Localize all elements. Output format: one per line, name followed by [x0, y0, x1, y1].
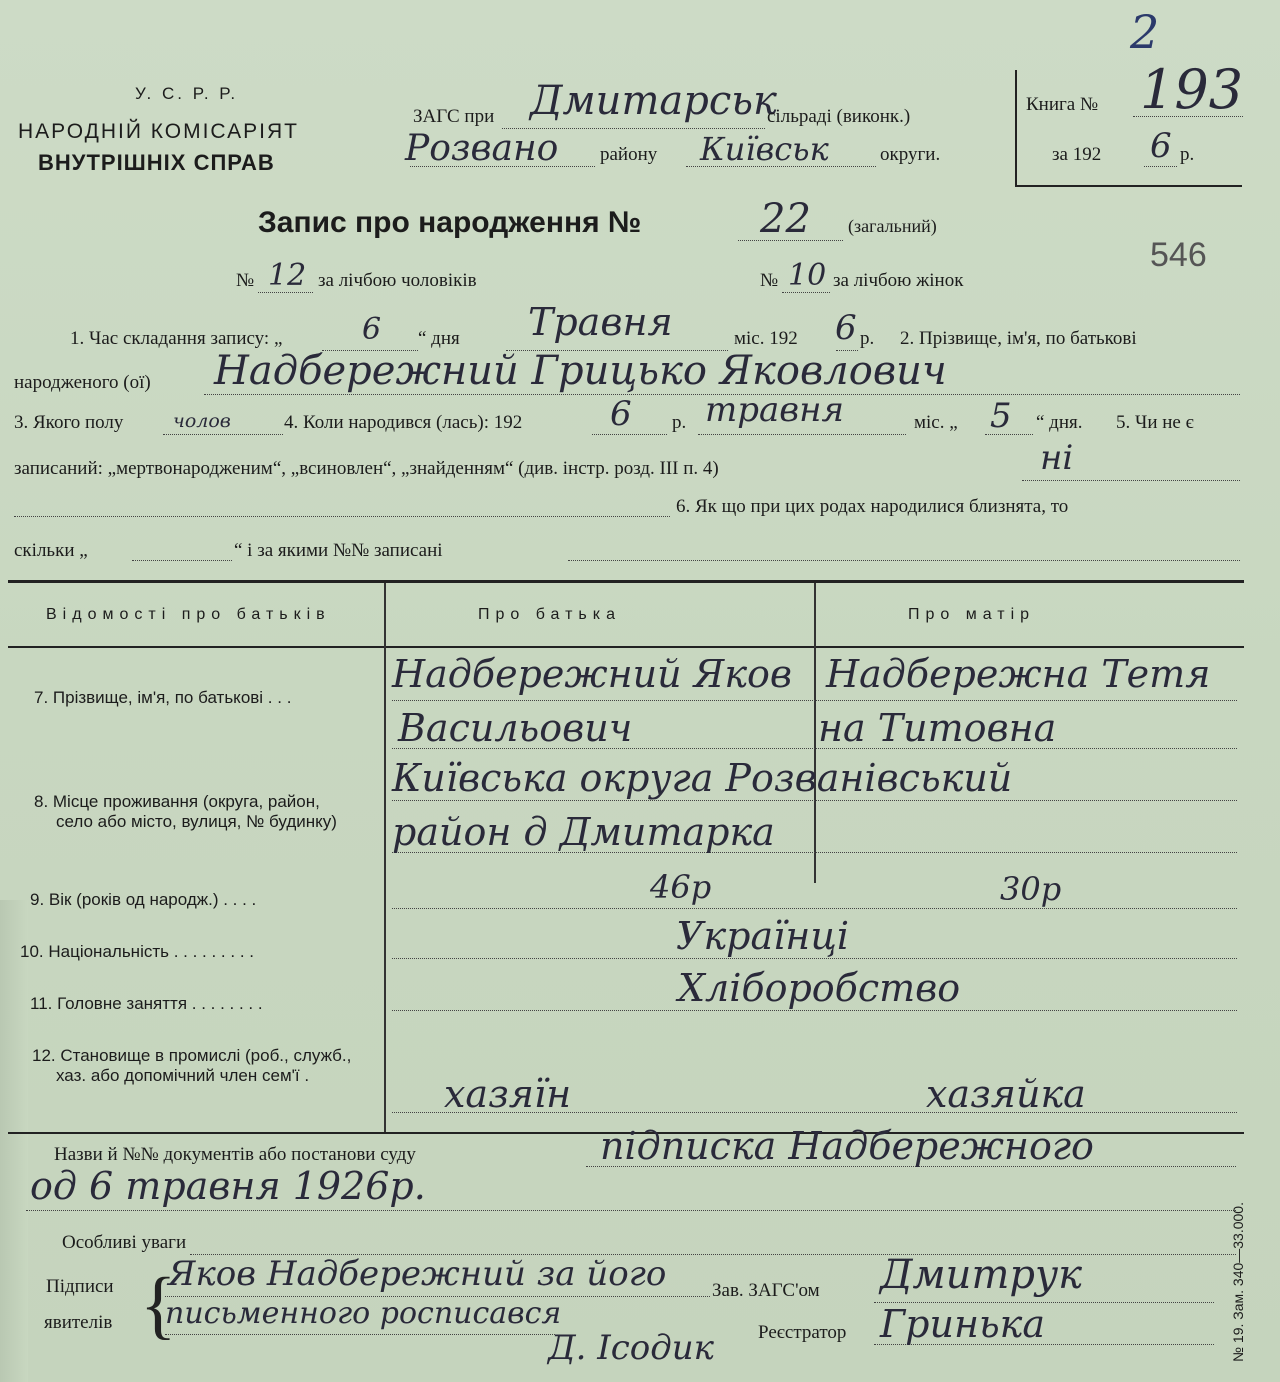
- sign-label-1: Підписи: [46, 1276, 114, 1297]
- zags-council-value: Дмитарськ: [530, 78, 777, 124]
- record-title: Запис про народження №: [258, 206, 642, 239]
- okrug-label: округи.: [880, 144, 941, 165]
- book-label: Книга №: [1026, 94, 1099, 115]
- book-year-suffix: р.: [1180, 144, 1195, 165]
- book-year-prefix: за 192: [1052, 144, 1102, 165]
- field4-month: травня: [705, 390, 844, 430]
- field1-month: Травня: [528, 300, 673, 344]
- row12-father: хазяїн: [444, 1072, 572, 1116]
- row7-father-1: Надбережний Яков: [392, 652, 793, 696]
- field1-year-digit: 6: [835, 308, 857, 348]
- women-prefix: №: [760, 270, 779, 291]
- sign-extra: Д. Ісодик: [548, 1328, 714, 1368]
- record-general-label: (загальний): [848, 216, 937, 236]
- book-year-digit: 6: [1150, 126, 1172, 166]
- commissariat-line1: НАРОДНІЙ КОМІСАРІЯТ: [18, 120, 299, 143]
- row9-father: 46р: [650, 868, 712, 906]
- table-divider-1: [384, 583, 386, 1133]
- row7-father-2: Васильович: [398, 706, 633, 750]
- field4-month-label: міс. „: [914, 412, 958, 433]
- field1-year-label: міс. 192: [734, 328, 798, 349]
- zags-suffix: сільраді (виконк.): [767, 106, 911, 127]
- field4-year-digit: 6: [610, 394, 632, 434]
- field5-label2: записаний: „мертвонародженим“, „всиновлен“, „знайденням“ (див. інстр. розд. III п. 4): [14, 458, 719, 479]
- field1-label: 1. Час складання запису: „: [70, 328, 283, 349]
- row11-label: 11. Головне заняття . . . . . . . .: [30, 994, 263, 1013]
- row9-label: 9. Вік (років од народж.) . . . .: [30, 890, 257, 909]
- docs-value-1: підписка Надбережного: [600, 1124, 1094, 1168]
- row7-mother-1: Надбережна Тетя: [826, 652, 1211, 696]
- row8-label-1: 8. Місце проживання (округа, район,: [34, 792, 320, 811]
- book-number: 193: [1140, 58, 1244, 121]
- field4-label: 4. Коли народився (лась): 192: [284, 412, 523, 433]
- okrug-value: Київськ: [700, 130, 829, 168]
- row8-label-2: село або місто, вулиця, № будинку): [56, 812, 337, 831]
- sign-value-2: письменного росписався: [165, 1296, 562, 1331]
- field3-label: 3. Якого полу: [14, 412, 124, 433]
- field6-label2: скільки „: [14, 540, 88, 561]
- row12-mother: хазяйка: [926, 1072, 1086, 1116]
- field3-value: чолов: [173, 410, 231, 432]
- republic-label: У. С. Р. Р.: [135, 84, 239, 103]
- field5-label: 5. Чи не є: [1116, 412, 1194, 433]
- row10-value: Українці: [676, 914, 849, 958]
- field1-day: 6: [362, 312, 382, 347]
- women-label: за лічбою жінок: [833, 270, 964, 291]
- corner-mark: 2: [1130, 5, 1160, 59]
- record-number: 22: [760, 196, 811, 242]
- sign-label-2: явителів: [44, 1312, 113, 1333]
- field6-label3: “ і за якими №№ записані: [234, 540, 443, 561]
- torn-edge: [0, 900, 28, 1382]
- side-stamp-number: 546: [1150, 236, 1207, 274]
- men-label: за лічбою чоловіків: [318, 270, 477, 291]
- sign-value-1: Яков Надбережний за його: [168, 1254, 667, 1294]
- row7-label: 7. Прізвище, ім'я, по батькові . . .: [34, 688, 292, 707]
- row10-label: 10. Національність . . . . . . . . .: [20, 942, 254, 961]
- head-value: Дмитрук: [880, 1252, 1083, 1298]
- men-prefix: №: [236, 270, 255, 291]
- head-label: Зав. ЗАГС'ом: [712, 1280, 820, 1301]
- district-label: району: [600, 144, 658, 165]
- table-header-parents: Відомості про батьків: [46, 606, 331, 623]
- field6-label: 6. Як що при цих родах народилися близнята, то: [676, 496, 1069, 517]
- field2-label: 2. Прізвище, ім'я, по батькові: [900, 328, 1137, 349]
- row11-value: Хліборобство: [678, 966, 961, 1010]
- registrar-label: Реєстратор: [758, 1322, 847, 1343]
- field4-day: 5: [990, 396, 1012, 436]
- row8-value-1: Київська округа Розванівський: [392, 756, 1013, 800]
- field4-year-suffix: р.: [672, 412, 687, 433]
- commissariat-line2: ВНУТРІШНІХ СПРАВ: [38, 150, 275, 175]
- row8-value-2: район д Дмитарка: [392, 810, 775, 854]
- row12-label-1: 12. Становище в промислі (роб., служб.,: [32, 1046, 352, 1065]
- sign-brace: {: [140, 1263, 177, 1347]
- row9-mother: 30р: [1000, 870, 1062, 908]
- table-header-father: Про батька: [478, 606, 621, 623]
- men-number: 12: [268, 258, 307, 293]
- field5-value: ні: [1040, 438, 1074, 478]
- row12-label-2: хаз. або допомічний член сем'ї .: [56, 1066, 310, 1085]
- field2-label2: народженого (ої): [14, 372, 151, 393]
- zags-prefix: ЗАГС при: [413, 106, 495, 127]
- docs-value-2: од 6 травня 1926р.: [30, 1164, 426, 1208]
- side-print-mark: № 19. Зам. 340—33.000.: [1230, 1202, 1246, 1362]
- table-divider-2: [814, 583, 816, 883]
- notes-label: Особливі уваги: [62, 1232, 187, 1253]
- row7-mother-2: на Титовна: [818, 706, 1057, 750]
- field4-day-suffix: “ дня.: [1036, 412, 1083, 433]
- table-header-mother: Про матір: [908, 606, 1036, 623]
- field1-day-suffix: “ дня: [418, 328, 460, 349]
- docs-label: Назви й №№ документів або постанови суду: [54, 1144, 416, 1165]
- field1-year-suffix: р.: [860, 328, 875, 349]
- women-number: 10: [788, 258, 827, 293]
- registrar-value: Гринька: [880, 1302, 1046, 1346]
- field2-value: Надбережний Грицько Яковлович: [214, 348, 947, 394]
- district-value: Розвано: [405, 128, 559, 169]
